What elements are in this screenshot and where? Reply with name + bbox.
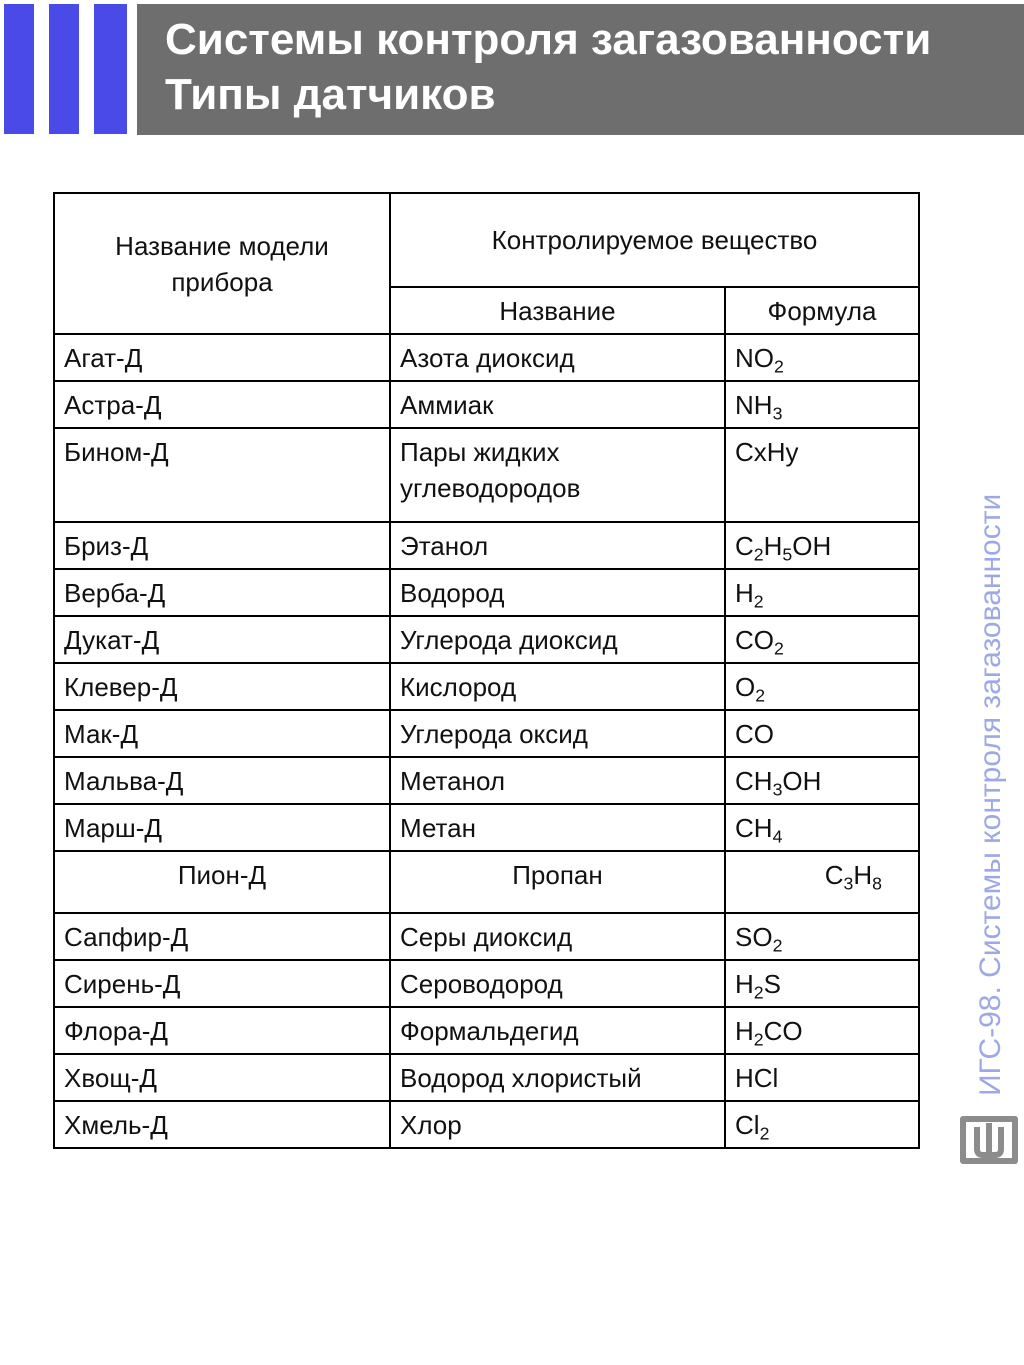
- formula-cell: $CH_4$: [725, 804, 919, 851]
- substance-name-cell: Углерода оксид: [390, 710, 725, 757]
- page-title: [165, 12, 931, 122]
- formula-cell: $H_2$: [725, 569, 919, 616]
- table-row: [54, 851, 919, 913]
- table-row: [54, 381, 919, 428]
- table-row: [54, 710, 919, 757]
- substance-name-cell: Пропан: [390, 851, 725, 913]
- model-cell: Хмель-Д: [54, 1101, 390, 1148]
- substance-name-cell: Сероводород: [390, 960, 725, 1007]
- sensor-types-table: [53, 192, 920, 1149]
- formula-cell: $H_2S$: [725, 960, 919, 1007]
- formula-cell: CO: [725, 710, 919, 757]
- title-line-2: Типы датчиков: [165, 70, 496, 119]
- substance-name-cell: Серы диоксид: [390, 913, 725, 960]
- table-row: [54, 569, 919, 616]
- model-cell: Мальва-Д: [54, 757, 390, 804]
- formula-cell: $NO_2$: [725, 334, 919, 381]
- company-logo-icon: [957, 1113, 1021, 1169]
- model-cell: Сапфир-Д: [54, 913, 390, 960]
- substance-name-cell: Хлор: [390, 1101, 725, 1148]
- table-row: [54, 1054, 919, 1101]
- table-row: [54, 522, 919, 569]
- formula-cell: $CO_2$: [725, 616, 919, 663]
- substance-name-cell: Этанол: [390, 522, 725, 569]
- formula-cell: $C_3H_8$: [725, 851, 919, 913]
- accent-bar-2: [49, 4, 79, 134]
- substance-name-cell: Формальдегид: [390, 1007, 725, 1054]
- table-row: [54, 616, 919, 663]
- formula-cell: $Cl_2$: [725, 1101, 919, 1148]
- substance-name-cell: Азота диоксид: [390, 334, 725, 381]
- substance-name-cell: Метанол: [390, 757, 725, 804]
- table-row: [54, 757, 919, 804]
- formula-cell: CxHy: [725, 428, 919, 522]
- table-row: [54, 334, 919, 381]
- header-name: Название: [390, 287, 725, 334]
- table-row: [54, 663, 919, 710]
- model-cell: Агат-Д: [54, 334, 390, 381]
- model-cell: Сирень-Д: [54, 960, 390, 1007]
- substance-name-cell: Водород: [390, 569, 725, 616]
- substance-name-cell: Кислород: [390, 663, 725, 710]
- header-model: Название модели прибора: [54, 193, 390, 334]
- model-cell: Бриз-Д: [54, 522, 390, 569]
- substance-name-cell: Метан: [390, 804, 725, 851]
- table-row: [54, 960, 919, 1007]
- formula-cell: $O_2$: [725, 663, 919, 710]
- model-cell: Флора-Д: [54, 1007, 390, 1054]
- substance-name-cell: Аммиак: [390, 381, 725, 428]
- table-body: [54, 334, 919, 1148]
- model-cell: Хвощ-Д: [54, 1054, 390, 1101]
- table-row: [54, 1007, 919, 1054]
- model-cell: Марш-Д: [54, 804, 390, 851]
- model-cell: Верба-Д: [54, 569, 390, 616]
- table-row: [54, 804, 919, 851]
- table-row: [54, 428, 919, 522]
- accent-bar-1: [4, 4, 34, 134]
- formula-cell: $NH_3$: [725, 381, 919, 428]
- title-line-1: Системы контроля загазованности: [165, 15, 932, 64]
- header-substance: Контролируемое вещество: [390, 193, 919, 287]
- accent-bar-3: [94, 4, 127, 134]
- formula-cell: $CH_3OH$: [725, 757, 919, 804]
- substance-name-cell: Углерода диоксид: [390, 616, 725, 663]
- model-cell: Мак-Д: [54, 710, 390, 757]
- header-formula: Формула: [725, 287, 919, 334]
- formula-cell: HCl: [725, 1054, 919, 1101]
- model-cell: Астра-Д: [54, 381, 390, 428]
- substance-name-cell: Пары жидких углеводородов: [390, 428, 725, 522]
- table-row: [54, 1101, 919, 1148]
- side-caption: ИГС-98. Системы контроля загазованности: [974, 493, 1007, 1096]
- model-cell: Дукат-Д: [54, 616, 390, 663]
- table-row: [54, 913, 919, 960]
- formula-cell: $SO_2$: [725, 913, 919, 960]
- model-cell: Бином-Д: [54, 428, 390, 522]
- model-cell: Пион-Д: [54, 851, 390, 913]
- formula-cell: $H_2CO$: [725, 1007, 919, 1054]
- formula-cell: $C_2H_5OH$: [725, 522, 919, 569]
- substance-name-cell: Водород хлористый: [390, 1054, 725, 1101]
- model-cell: Клевер-Д: [54, 663, 390, 710]
